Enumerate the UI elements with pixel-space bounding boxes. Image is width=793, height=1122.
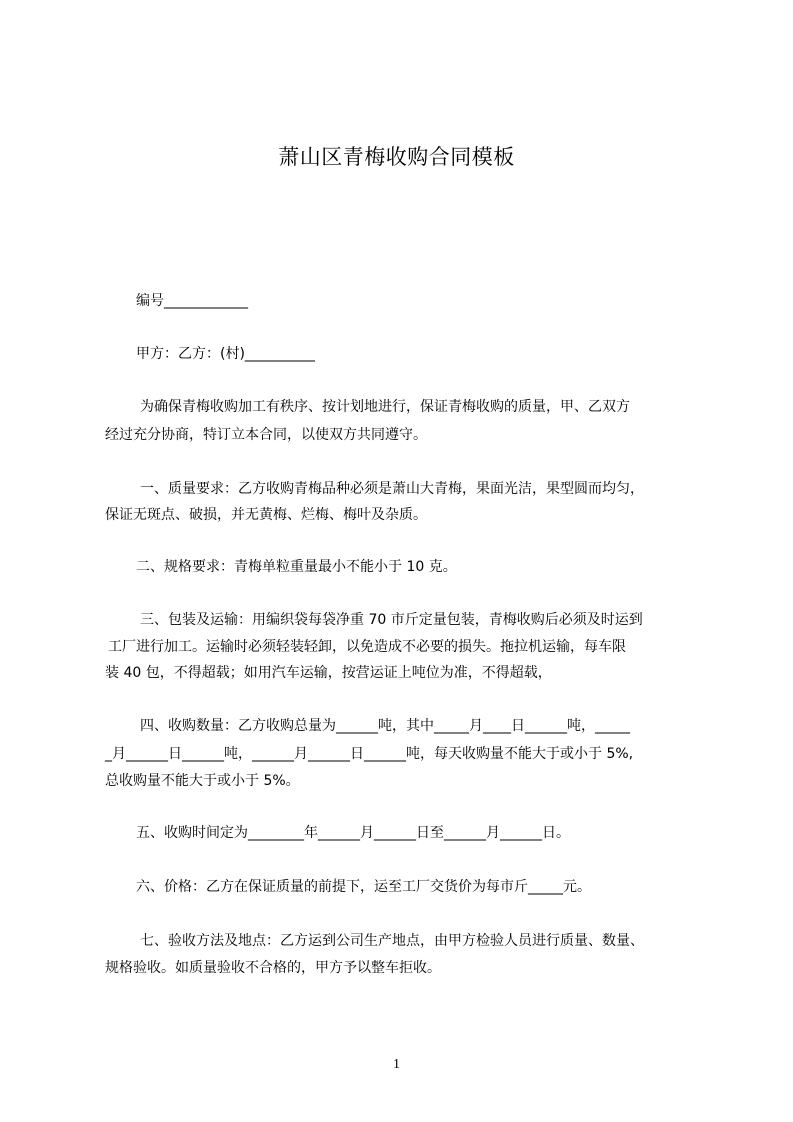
contract-number-line: 编号____________ [136, 293, 248, 309]
quality-clause-line-1: 一、质量要求：乙方收购青梅品种必须是萧山大青梅，果面光洁，果型圆而均匀， [140, 481, 644, 497]
packing-clause-line-2: 工厂进行加工。运输时必须轻装轻卸，以免造成不必要的损失。拖拉机运输，每车限 [108, 639, 626, 655]
packing-clause-line-3: 装 40 包，不得超载；如用汽车运输，按营运证上吨位为准，不得超载， [105, 665, 552, 681]
inspection-clause-line-1: 七、验收方法及地点：乙方运到公司生产地点，由甲方检验人员进行质量、数量、 [140, 933, 644, 949]
document-title: 萧山区青梅收购合同模板 [278, 145, 515, 169]
parties-line: 甲方：乙方：(村)__________ [136, 346, 315, 362]
quality-clause-line-2: 保证无斑点、破损，并无黄梅、烂梅、梅叶及杂质。 [105, 507, 427, 523]
page-number: 1 [393, 1057, 400, 1072]
intro-paragraph-line-1: 为确保青梅收购加工有秩序、按计划地进行，保证青梅收购的质量，甲、乙双方 [140, 399, 630, 415]
intro-paragraph-line-2: 经过充分协商，特订立本合同，以使双方共同遵守。 [105, 427, 427, 443]
packing-clause-line-1: 三、包装及运输：用编织袋每袋净重 70 市斤定量包装，青梅收购后必须及时运到 [140, 612, 643, 628]
price-clause-line: 六、价格：乙方在保证质量的前提下，运至工厂交货价为每市斤_____元。 [136, 879, 591, 895]
quantity-clause-line-3: 总收购量不能大于或小于 5%。 [105, 773, 300, 789]
quantity-clause-line-1: 四、收购数量：乙方收购总量为______吨，其中_____月____日______吨，_____ [140, 718, 630, 734]
inspection-clause-line-2: 规格验收。如质量验收不合格的，甲方予以整车拒收。 [105, 960, 441, 976]
quantity-clause-line-2: _月______日______吨，______月______日______吨，每天收购量不能大于或小于 5%, [105, 746, 634, 762]
time-clause-line: 五、收购时间定为________年______月______日至______月______日。 [136, 825, 570, 841]
spec-clause-line: 二、规格要求：青梅单粒重量最小不能小于 10 克。 [136, 559, 457, 575]
